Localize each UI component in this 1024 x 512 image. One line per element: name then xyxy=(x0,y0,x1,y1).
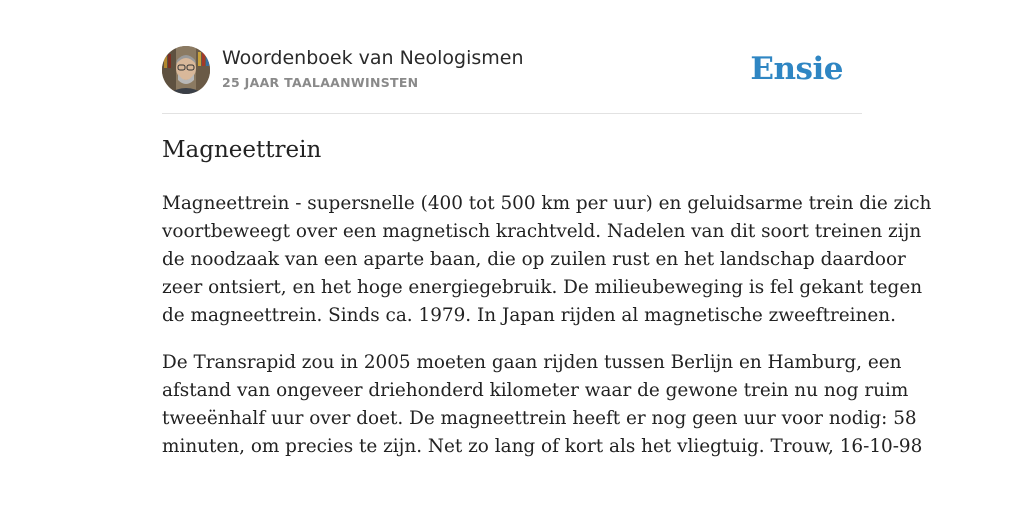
entry-body xyxy=(162,190,932,480)
author-portrait-icon xyxy=(162,46,210,94)
entry-title: Magneettrein xyxy=(162,137,322,163)
text-line: de noodzaak van een aparte baan, die op zuilen rust en het landschap daardoor xyxy=(162,249,906,270)
text-line: zeer ontsiert, en het hoge energiegebruik. De milieubeweging is fel gekant tegen xyxy=(162,277,923,298)
author-avatar-icon[interactable] xyxy=(162,46,210,94)
text-line: de magneettrein. Sinds ca. 1979. In Japan rijden al magnetische zweeftreinen. xyxy=(162,305,896,326)
entry-paragraph xyxy=(162,349,923,461)
text-line: tweeënhalf uur over doet. De magneettrein heeft er nog geen uur voor nodig: 58 xyxy=(162,408,917,429)
text-line: Magneettrein - supersnelle (400 tot 500 km per uur) en geluidsarme trein die zich xyxy=(162,193,932,214)
text-line: De Transrapid zou in 2005 moeten gaan rijden tussen Berlijn en Hamburg, een xyxy=(162,352,902,373)
site-header xyxy=(162,46,862,96)
header-divider xyxy=(162,113,862,114)
entry-paragraph xyxy=(162,190,932,330)
site-title[interactable]: Woordenboek van Neologismen xyxy=(222,47,524,69)
text-line: afstand van ongeveer driehonderd kilometer waar de gewone trein nu nog ruim xyxy=(162,380,909,401)
site-subtitle: 25 JAAR TAALAANWINSTEN xyxy=(222,75,419,90)
text-line: minuten, om precies te zijn. Net zo lang of kort als het vliegtuig. Trouw, 16-10-98 xyxy=(162,436,923,457)
ensie-logo[interactable]: Ensie xyxy=(750,51,843,87)
text-line: voortbeweegt over een magnetisch krachtveld. Nadelen van dit soort treinen zijn xyxy=(162,221,922,242)
